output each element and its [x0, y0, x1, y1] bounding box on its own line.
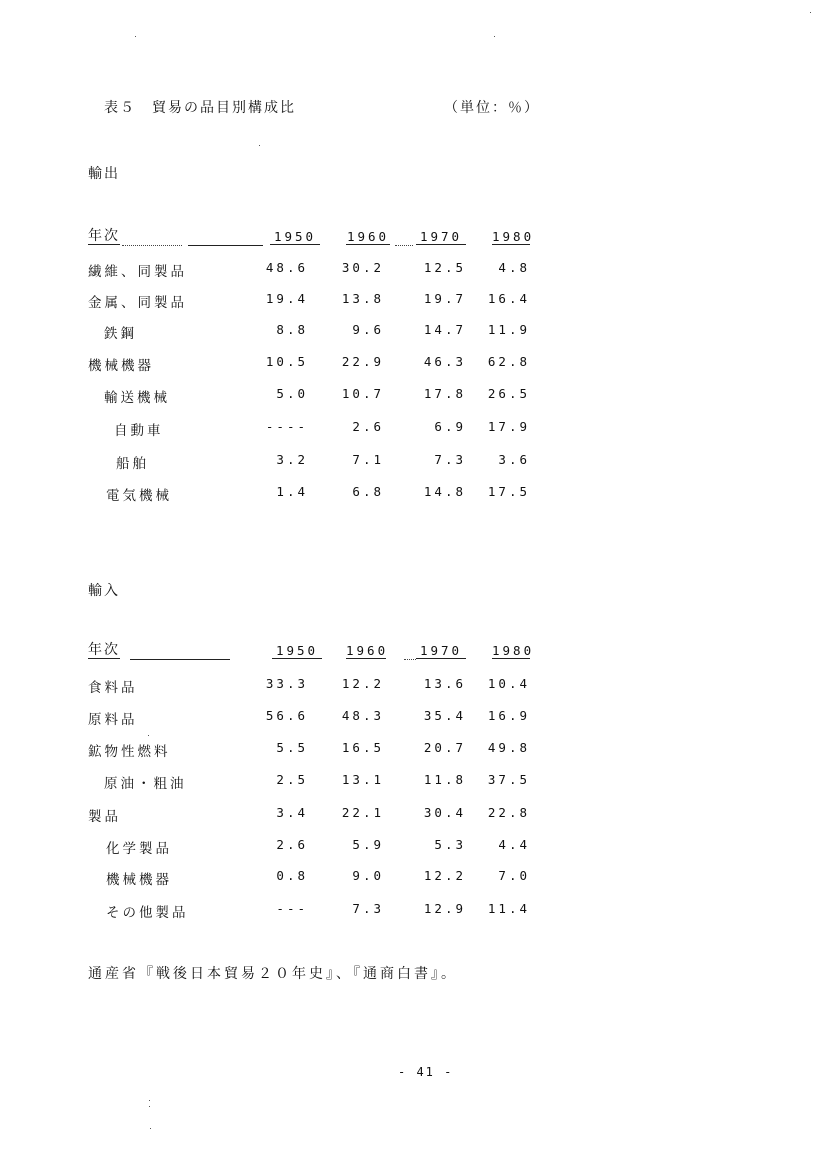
- import-row-label: 原料品: [88, 712, 138, 728]
- export-cell: ----: [265, 419, 308, 434]
- import-row-label: 機械機器: [106, 872, 172, 888]
- import-cell: 0.8: [276, 868, 308, 883]
- import-cell: 5.5: [276, 740, 308, 755]
- export-cell: 6.8: [352, 484, 384, 499]
- export-cell: 16.4: [487, 291, 530, 306]
- export-year-label: 年次: [88, 228, 120, 244]
- export-row-label: 船舶: [116, 456, 149, 472]
- import-cell: 12.9: [423, 901, 466, 916]
- scan-speck: [148, 735, 149, 736]
- export-cell: 14.7: [423, 322, 466, 337]
- unit-label: （単位：％）: [444, 100, 540, 116]
- export-cell: 62.8: [487, 354, 530, 369]
- import-cell: 2.5: [276, 772, 308, 787]
- export-cell: 6.9: [434, 419, 466, 434]
- export-cell: 5.0: [276, 386, 308, 401]
- import-cell: ---: [276, 901, 308, 916]
- export-year-1950: 1950: [270, 229, 320, 245]
- import-row-label: 原油・粗油: [104, 776, 187, 792]
- import-year-label: 年次: [88, 642, 120, 658]
- export-cell: 26.5: [487, 386, 530, 401]
- import-cell: 56.6: [265, 708, 308, 723]
- import-cell: 22.8: [487, 805, 530, 820]
- import-cell: 12.2: [423, 868, 466, 883]
- import-cell: 5.3: [434, 837, 466, 852]
- export-row-label: 機械機器: [88, 358, 154, 374]
- import-cell: 16.5: [341, 740, 384, 755]
- import-cell: 5.9: [352, 837, 384, 852]
- import-cell: 20.7: [423, 740, 466, 755]
- export-cell: 13.8: [341, 291, 384, 306]
- import-cell: 33.3: [265, 676, 308, 691]
- import-year-1980: 1980: [492, 643, 535, 658]
- export-cell: 3.2: [276, 452, 308, 467]
- export-cell: 17.9: [487, 419, 530, 434]
- import-cell: 37.5: [487, 772, 530, 787]
- export-row-label: 金属、同製品: [88, 295, 187, 311]
- export-cell: 2.6: [352, 419, 384, 434]
- export-cell: 7.1: [352, 452, 384, 467]
- export-cell: 48.6: [265, 260, 308, 275]
- export-cell: 1.4: [276, 484, 308, 499]
- export-cell: 19.7: [423, 291, 466, 306]
- import-cell: 22.1: [341, 805, 384, 820]
- export-row-label: 電気機械: [106, 488, 172, 504]
- import-cell: 49.8: [487, 740, 530, 755]
- export-cell: 17.8: [423, 386, 466, 401]
- export-row-label: 輸送機械: [104, 390, 170, 406]
- export-year-1960: 1960: [346, 229, 390, 244]
- import-cell: 9.0: [352, 868, 384, 883]
- export-cell: 46.3: [423, 354, 466, 369]
- import-heading: 輸入: [88, 583, 120, 599]
- import-cell: 3.4: [276, 805, 308, 820]
- scan-speck: [149, 1100, 150, 1101]
- import-year-1960: 1960: [346, 643, 389, 658]
- scan-speck: [150, 1128, 151, 1129]
- import-cell: 30.4: [423, 805, 466, 820]
- export-row-label: 繊維、同製品: [88, 264, 187, 280]
- page-number: - 41 -: [398, 1065, 454, 1079]
- table-title: 表５ 貿易の品目別構成比: [104, 100, 296, 116]
- import-row-label: 鉱物性燃料: [88, 744, 171, 760]
- export-row-label: 自動車: [114, 423, 164, 439]
- import-year-1970: 1970: [416, 643, 466, 659]
- import-cell: 2.6: [276, 837, 308, 852]
- import-row-label: 食料品: [88, 680, 138, 696]
- import-cell: 11.4: [487, 901, 530, 916]
- export-cell: 10.7: [341, 386, 384, 401]
- export-year-1980: 1980: [492, 229, 535, 244]
- import-cell: 16.9: [487, 708, 530, 723]
- export-cell: 22.9: [341, 354, 384, 369]
- import-row-label: 化学製品: [106, 841, 172, 857]
- scan-speck: [135, 36, 136, 37]
- scan-speck: [494, 36, 495, 37]
- export-row-label: 鉄鋼: [104, 326, 137, 342]
- import-cell: 10.4: [487, 676, 530, 691]
- import-cell: 7.3: [352, 901, 384, 916]
- export-cell: 14.8: [423, 484, 466, 499]
- scan-speck: [259, 145, 260, 146]
- import-cell: 7.0: [498, 868, 530, 883]
- import-year-1950: 1950: [272, 643, 322, 659]
- import-cell: 4.4: [498, 837, 530, 852]
- scan-speck: [810, 12, 811, 13]
- import-row-label: その他製品: [106, 905, 189, 921]
- source-note: 通産省『戦後日本貿易２０年史』、『通商白書』。: [88, 966, 458, 982]
- export-cell: 11.9: [487, 322, 530, 337]
- export-cell: 10.5: [265, 354, 308, 369]
- export-heading: 輸出: [88, 166, 120, 182]
- export-year-1970: 1970: [416, 229, 466, 245]
- import-cell: 48.3: [341, 708, 384, 723]
- import-cell: 13.6: [423, 676, 466, 691]
- import-cell: 35.4: [423, 708, 466, 723]
- export-cell: 12.5: [423, 260, 466, 275]
- export-cell: 19.4: [265, 291, 308, 306]
- import-cell: 12.2: [341, 676, 384, 691]
- export-cell: 9.6: [352, 322, 384, 337]
- scan-speck: [149, 1106, 150, 1107]
- import-cell: 13.1: [341, 772, 384, 787]
- import-cell: 11.8: [423, 772, 466, 787]
- export-cell: 17.5: [487, 484, 530, 499]
- export-cell: 3.6: [498, 452, 530, 467]
- export-cell: 8.8: [276, 322, 308, 337]
- export-cell: 4.8: [498, 260, 530, 275]
- export-cell: 30.2: [341, 260, 384, 275]
- import-row-label: 製品: [88, 809, 121, 825]
- export-cell: 7.3: [434, 452, 466, 467]
